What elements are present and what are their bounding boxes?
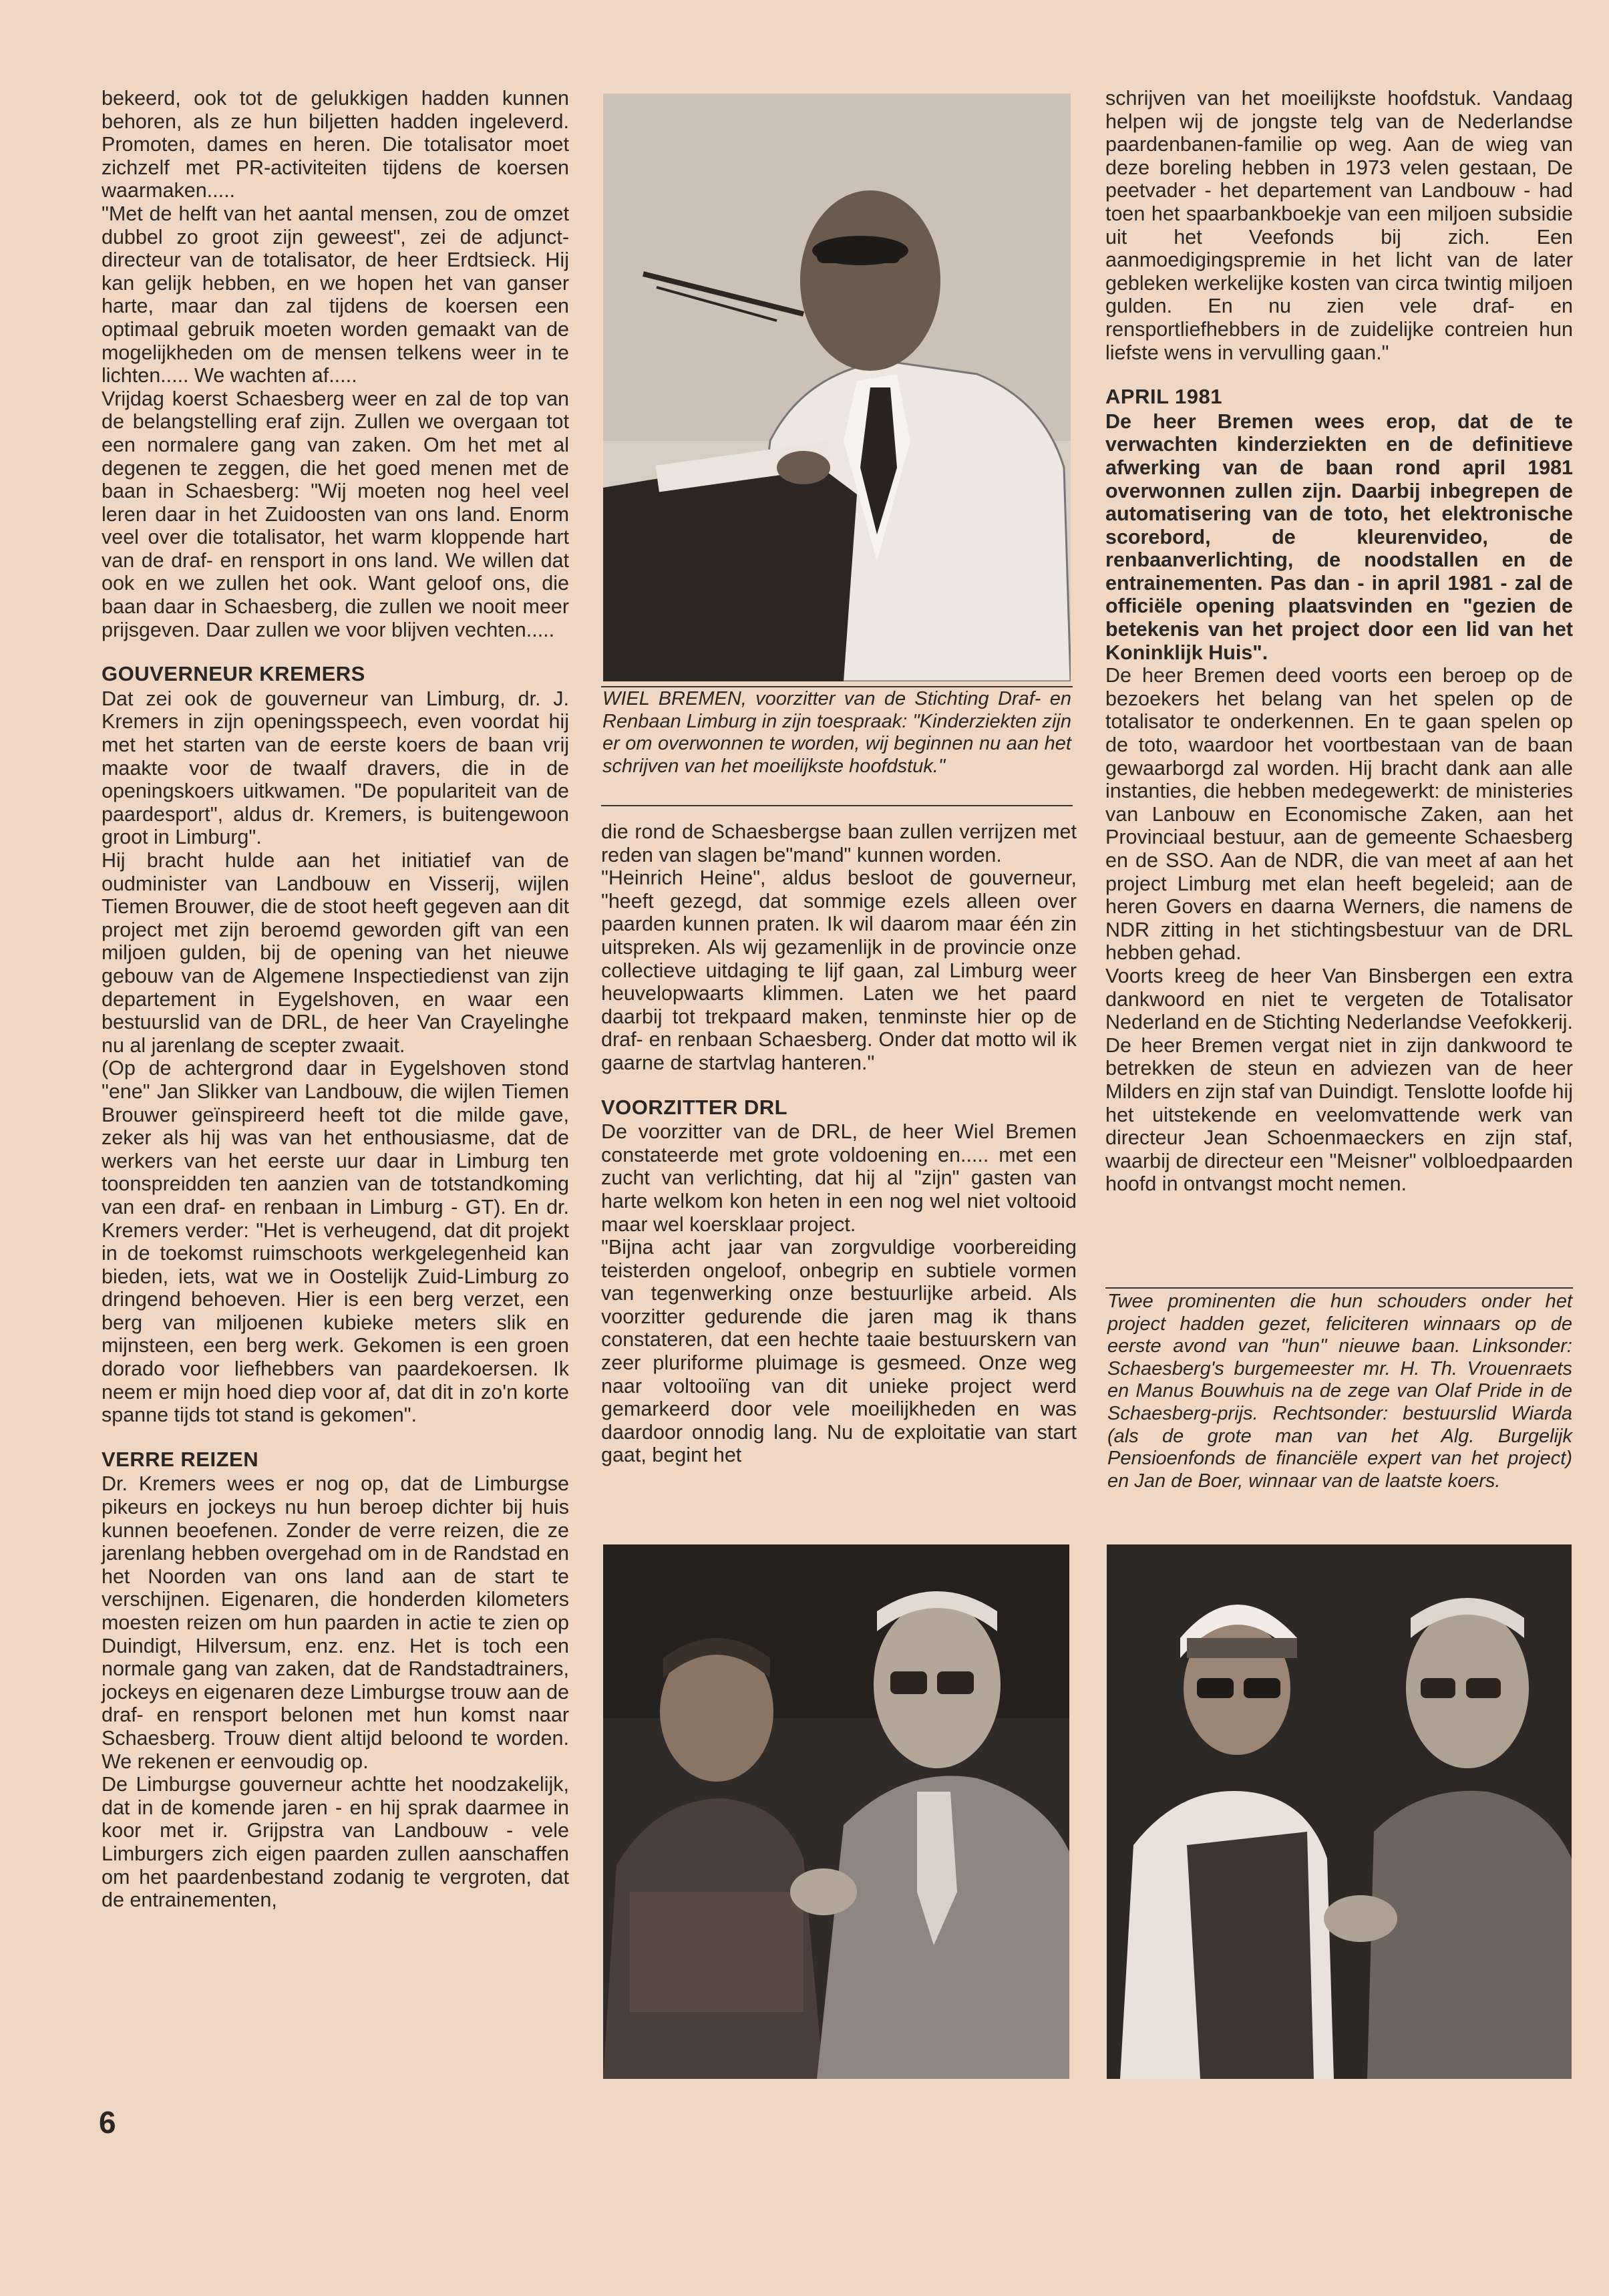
left-column <box>102 87 569 1912</box>
heading-april-1981: APRIL 1981 <box>1105 385 1223 409</box>
photo-handshake-left <box>603 1544 1069 2079</box>
left-section2-text: Dr. Kremers wees er nog op, dat de Limburgse pikeurs en jockeys nu hun beroep dichter bij huis kunnen beoefenen. Zonder de verre reizen, die ze jarenlang hebben overgehad om in de Randstad en het Noorden van ons land aan de start te verschijnen. Eigenaren, die honderden kilometers moesten reizen om hun paarden in actie te zien op Duindigt, Hilversum, enz. enz. Het is toch een normale gang van zaken, dat de Randstadtrainers, jockeys en eigenaren deze Limburgse trouw aan de draf- en rensport belonen met hun komst naar Schaesberg. Trouw dient altijd beloond te worden. We rekenen er eenvoudig op. De Limburgse gouverneur achtte het noodzakelijk, dat in de komende jaren - en hij sprak daarmee in koor met ir. Grijpstra van Landbouw - vele Limburgers zich eigen paarden zullen aanschaffen om het paardenbestand zodanig te vergroten, dat de entrainementen, <box>102 1472 569 1912</box>
heading-verre-reizen: VERRE REIZEN <box>102 1447 259 1471</box>
speaker-photo-caption: WIEL BREMEN, voorzitter van de Stichting Draf- en Renbaan Limburg in zijn toespraak: "Kinderziekten zijn er om overwonnen te worden, wij beginnen nu aan het schrijven van het moeilijkste hoofdstuk." <box>602 688 1071 777</box>
page-number: 6 <box>99 2105 116 2140</box>
heading-gouverneur-kremers: GOUVERNEUR KREMERS <box>102 662 365 686</box>
photo-speaker-wiel-bremen <box>603 94 1071 681</box>
middle-continuation-text: die rond de Schaesbergse baan zullen verrijzen met reden van slagen be"mand" kunnen worden. "Heinrich Heine", aldus besloot de gouverneur, "heeft gezegd, dat sommige ezels alleen over paarden kunnen praten. Ik wil daarom maar één zin uitspreken. Als wij gezamenlijk in de provincie onze collectieve uitdaging te lijf gaan, zal Limburg weer heuvelopwaarts klimmen. Laten we het paard daarbij tot trekpaard maken, tenminste hier op de draf- en renbaan Schaesberg. Onder dat motto wil ik gaarne de startvlag hanteren." <box>601 820 1077 1074</box>
caption-rule-bottom <box>601 805 1073 806</box>
right-caption-rule-top <box>1105 1287 1573 1289</box>
photo-handshake-right <box>1107 1544 1572 2079</box>
middle-section-text: De voorzitter van de DRL, de heer Wiel Bremen constateerde met grote voldoening en..... met een zucht van verlichting, dat hij al "zijn" gasten van harte welkom kon heten in een nog wel niet voltooid maar wel koersklaar project. "Bijna acht jaar van zorgvuldige voorbereiding teisterden ongeloof, onbegrip en subtiele vormen van tegenwerking onze bestuurlijke arbeid. Als voorzitter gedurende die jaren mag ik thans constateren, dat een hechte taaie bestuurskern van zeer pluriforme pluimage is gesmeed. Onze weg naar voltooiïng van dit unieke project werd gemarkeerd door vele moeilijkheden en was daardoor onnodig lang. Nu de exploitatie van start gaat, begint het <box>601 1120 1077 1467</box>
winners-photos-caption: Twee prominenten die hun schouders onder het project hadden gezet, feliciteren winnaars op de eerste avond van "hun" nieuwe baan. Linksonder: Schaesberg's burgemeester mr. H. Th. Vrouenraets en Manus Bouwhuis na de zege van Olaf Pride in de Schaesberg-prijs. Rechtsonder: bestuurslid Wiarda (als de grote man van het Alg. Burgelijk Pensioenfonds de financiële expert van het project) en Jan de Boer, winnaar van de laatste koers. <box>1107 1291 1572 1492</box>
middle-column <box>601 820 1077 1467</box>
right-bold-paragraph: De heer Bremen wees erop, dat de te verwachten kinderziekten en de definitieve afwerking van de baan rond april 1981 overwonnen zullen zijn. Daarbij inbegrepen de automatisering van de toto, het elektronische scorebord, de kleurenvideo, de renbaanverlichting, de noodstallen en de entrainementen. Pas dan - in april 1981 - zal de officiële opening plaatsvinden en "gezien de betekenis van het project door een lid van het Koninklijk Huis". <box>1105 409 1573 664</box>
left-section1-text: Dat zei ook de gouverneur van Limburg, dr. J. Kremers in zijn openingsspeech, even voordat hij met het starten van de eerste koers de baan vrij maakte voor de twaalf dravers, die in de openingskoers uitkwamen. "De populariteit van de paardesport", aldus dr. Kremers, is buitengewoon groot in Limburg". Hij bracht hulde aan het initiatief van de oudminister van Landbouw en Visserij, wijlen Tiemen Brouwer, die de stoot heeft gegeven aan dit project met zijn beroemd geworden gift van een miljoen gulden, bij de opening van het nieuwe gebouw van de Algemene Inspectiedienst van zijn departement in Eygelshoven, en waar een bestuurslid van de DRL, de heer Van Crayelinghe nu al jarenlang de scepter zwaait. (Op de achtergrond daar in Eygelshoven stond "ene" Jan Slikker van Landbouw, die wijlen Tiemen Brouwer geïnspireerd heeft tot die milde gave, zeker als hij was van het enthousiasme, dat de werkers van het eerste uur daar in Limburg ten toonspreidden ten aanzien van de totstandkoming van een draf- en renbaan in Limburg - GT). En dr. Kremers verder: "Het is verheugend, dat dit projekt in de toekomst ruimschoots werkgelegenheid kan bieden, iets, wat we in Oostelijk Zuid-Limburg zo dringend behoeven. Hier is een berg verzet, een berg van miljoenen kubieke meters slik en mijnsteen, een berg werk. Gekomen is een groen dorado voor liefhebbers van paardekoersen. Ik neem er mijn hoed diep voor af, dat dit in zo'n korte spanne tijds tot stand is gekomen". <box>102 687 569 1427</box>
right-column <box>1105 87 1573 1196</box>
caption-rule-top <box>601 686 1073 687</box>
left-intro-text: bekeerd, ook tot de gelukkigen hadden kunnen behoren, als ze hun biljetten hadden ingeleverd. Promoten, dames en heren. Die totalisator moet zichzelf met PR-activiteiten tijdens de koersen waarmaken..... "Met de helft van het aantal mensen, zou de omzet dubbel zo groot zijn geweest", zei de adjunct-directeur van de totalisator, de heer Erdtsieck. Hij kan gelijk hebben, en we hopen het van ganser harte, maar dan zal tijdens de koersen een optimaal gebruik moeten worden gemaakt van de mogelijkheden om de mensen telkens weer in te lichten..... We wachten af..... Vrijdag koerst Schaesberg weer en zal de top van de belangstelling eraf zijn. Zullen we overgaan tot een normalere gang van zaken. Om het met al degenen te zeggen, die het goed menen met de baan in Schaesberg: "Wij moeten nog heel veel leren daar in het Zuidoosten van ons land. Enorm veel over die totalisator, het warm kloppende hart van de draf- en rensport in ons land. We willen dat ook en we zullen het ook. Want geloof ons, die baan daar in Schaesberg, die zullen we nooit meer prijsgeven. Daar zullen we voor blijven vechten..... <box>102 87 569 641</box>
right-section-text: De heer Bremen deed voorts een beroep op de bezoekers het belang van het spelen op de totalisator te onderkennen. En te gaan spelen op de toto, waardoor het voortbestaan van de baan gewaarborgd zal worden. Hij bracht dank aan alle instanties, die hebben medegewerkt: de ministeries van Lanbouw en Economische Zaken, aan het Provinciaal bestuur, aan de gemeente Schaesberg en de SSO. Aan de NDR, die van meet af aan het project Limburg met elan heeft begeleid; aan de heren Govers en daarna Werners, die namens de NDR zitting in het stichtingsbestuur van de DRL hebben gehad. Voorts kreeg de heer Van Binsbergen een extra dankwoord en niet te vergeten de Totalisator Nederland en de Stichting Nederlandse Veefokkerij. De heer Bremen vergat niet in zijn dankwoord te betrekken de steun en adviezen van de heer Milders en zijn staf van Duindigt. Tenslotte loofde hij het uitstekende en veelomvattende werk van directeur Jean Schoenmaeckers en zijn staf, waarbij de directeur een "Meisner" volbloedpaarden hoofd in ontvangst mocht nemen. <box>1105 664 1573 1196</box>
right-intro-text: schrijven van het moeilijkste hoofdstuk. Vandaag helpen wij de jongste telg van de Nederlandse paardenbanen-familie op weg. Aan de wieg van deze boreling hebben in 1973 velen gestaan, De peetvader - het departement van Landbouw - had toen het spaarbankboekje van een miljoen subsidie uit het Veefonds bij zich. Een aanmoedigingspremie in het licht van de later gebleken werkelijke kosten van circa twintig miljoen gulden. En nu zien vele draf- en rensportliefhebbers in de zuidelijke contreien hun liefste wens in vervulling gaan." <box>1105 87 1573 364</box>
heading-voorzitter-drl: VOORZITTER DRL <box>601 1095 788 1119</box>
